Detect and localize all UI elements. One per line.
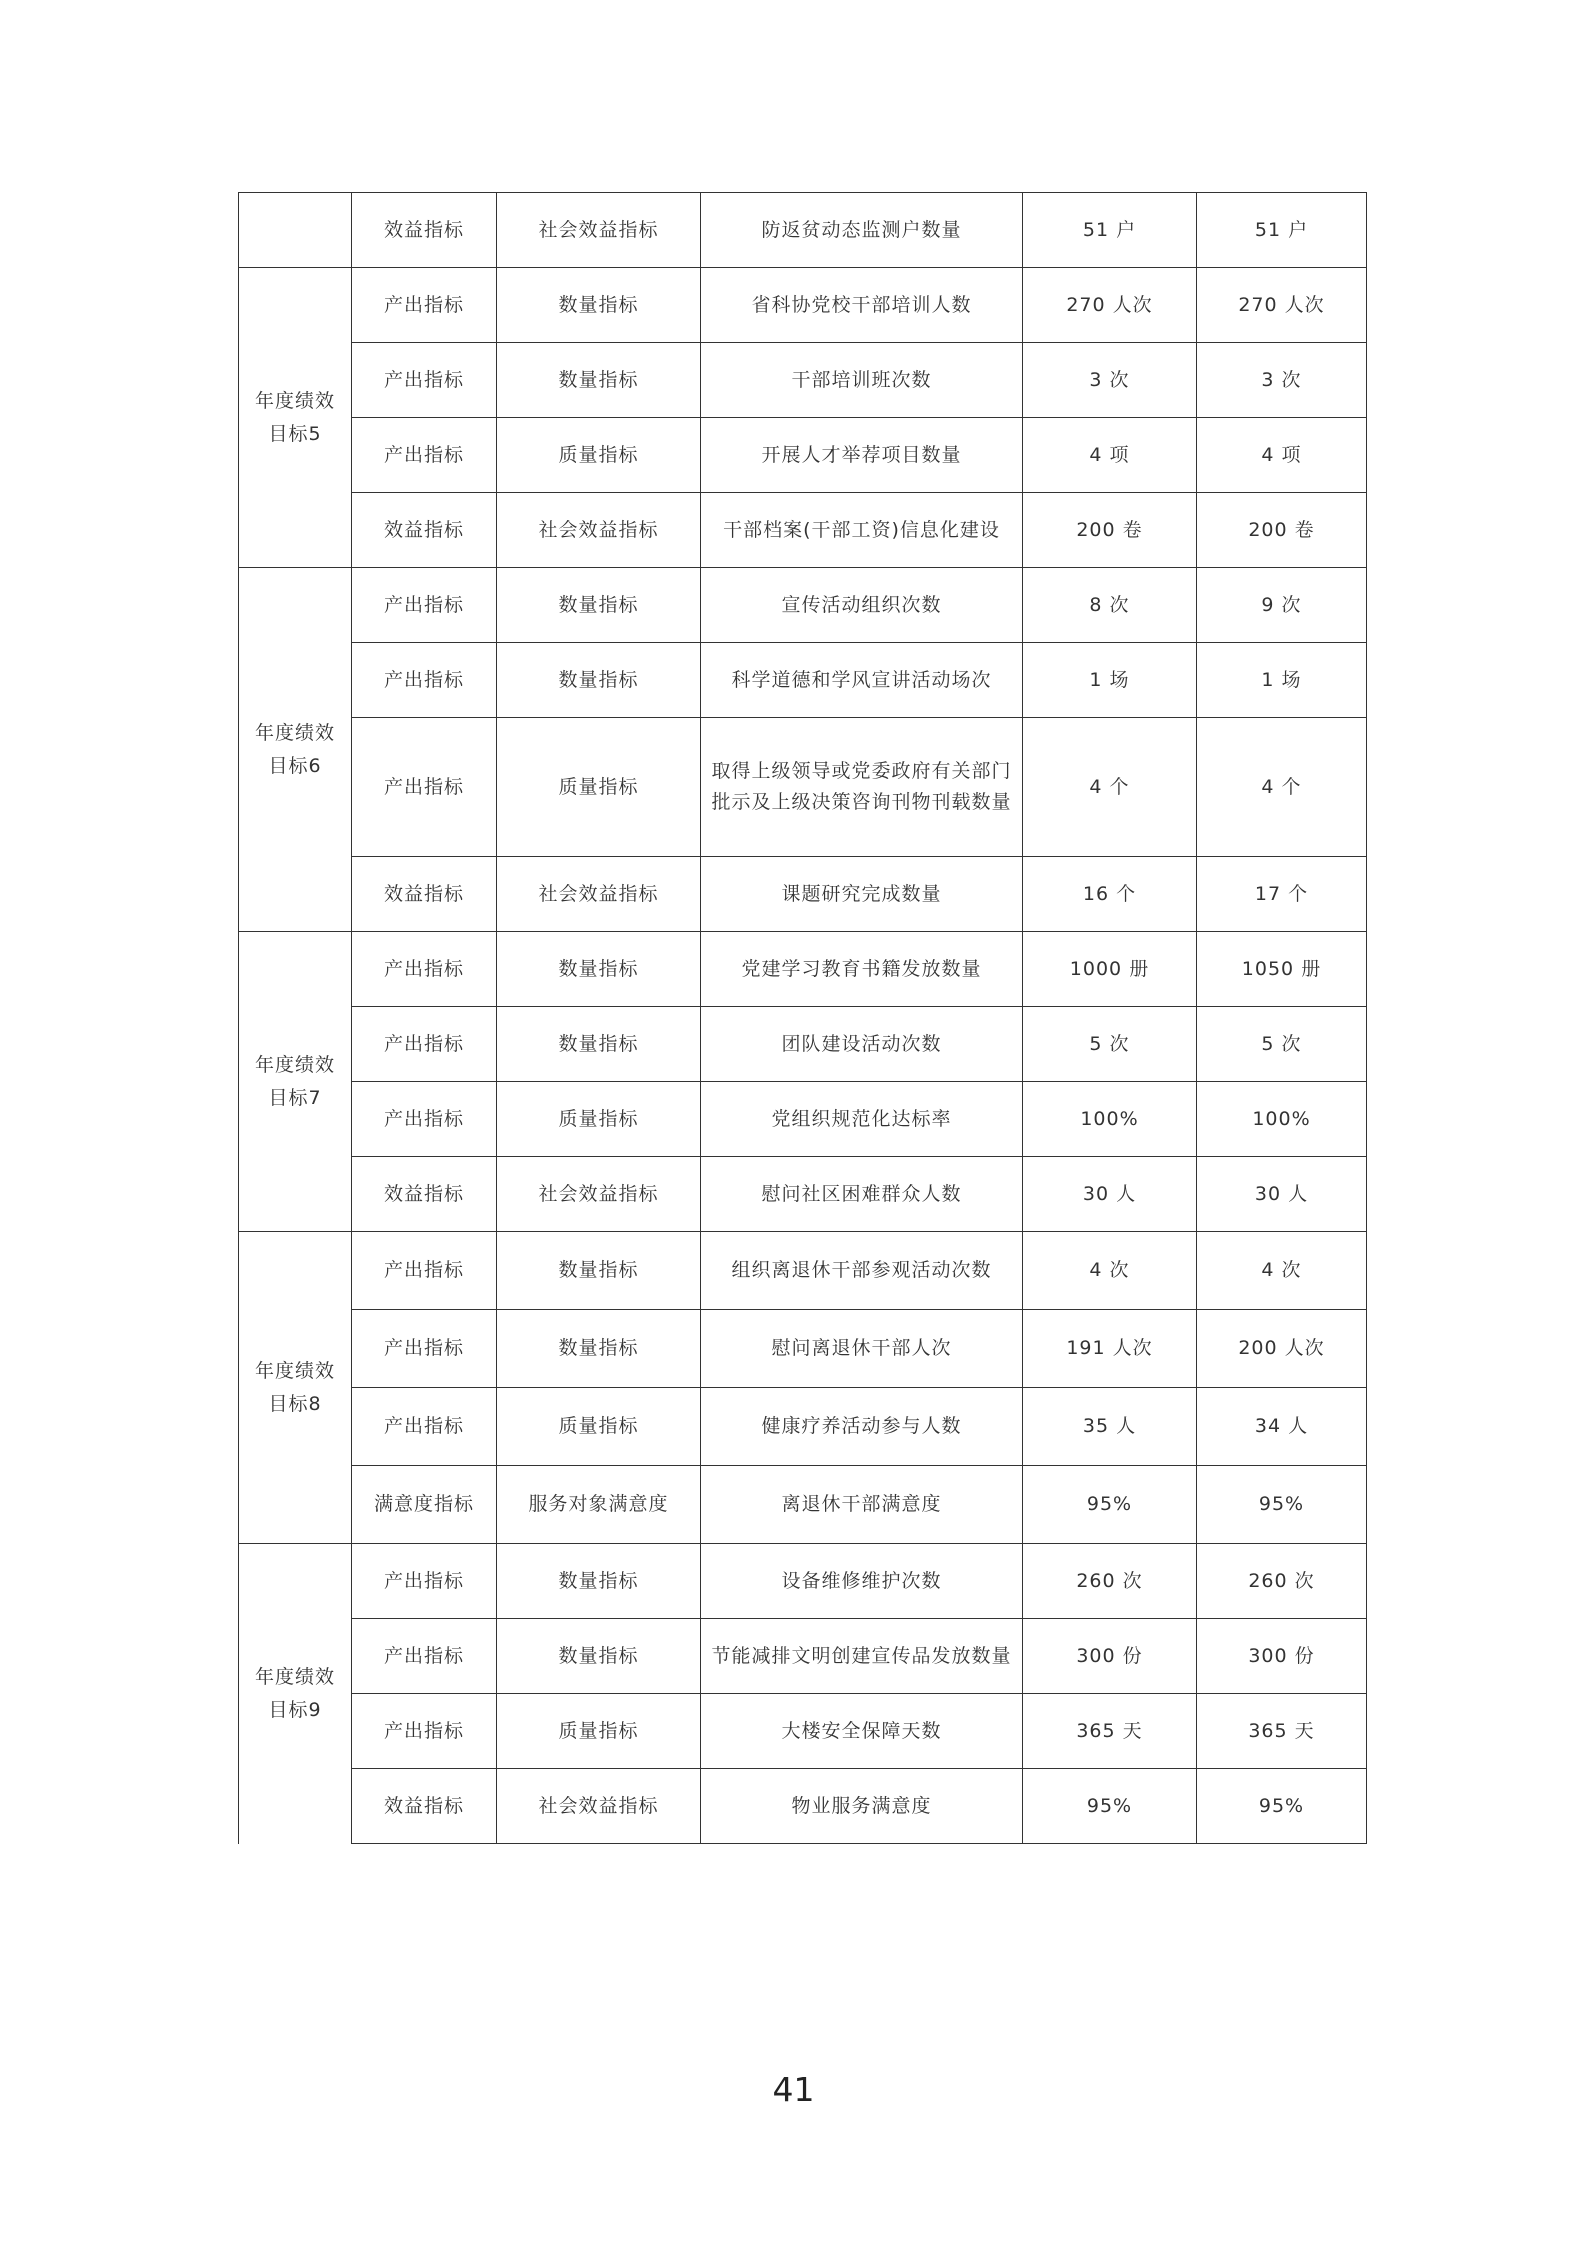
tertiary-indicator-cell: 大楼安全保障天数 (701, 1694, 1023, 1769)
tertiary-indicator-cell: 干部培训班次数 (701, 343, 1023, 418)
goal-label: 年度绩效目标8 (239, 1232, 352, 1544)
target-value-cell: 95% (1023, 1769, 1197, 1844)
actual-value-cell: 365 天 (1197, 1694, 1367, 1769)
target-value-cell: 30 人 (1023, 1157, 1197, 1232)
table-row (239, 1466, 1367, 1544)
actual-value-cell: 100% (1197, 1082, 1367, 1157)
secondary-indicator-cell: 质量指标 (497, 718, 701, 857)
table-row (239, 1619, 1367, 1694)
secondary-indicator-cell: 数量指标 (497, 1544, 701, 1619)
secondary-indicator-cell: 数量指标 (497, 932, 701, 1007)
performance-indicator-table (238, 192, 1367, 1844)
table-row (239, 1007, 1367, 1082)
primary-indicator-cell: 产出指标 (352, 1007, 497, 1082)
table-row (239, 1157, 1367, 1232)
secondary-indicator-cell: 数量指标 (497, 1619, 701, 1694)
actual-value-cell: 200 人次 (1197, 1310, 1367, 1388)
actual-value-cell: 3 次 (1197, 343, 1367, 418)
secondary-indicator-cell: 数量指标 (497, 268, 701, 343)
target-value-cell: 1000 册 (1023, 932, 1197, 1007)
target-value-cell: 4 项 (1023, 418, 1197, 493)
primary-indicator-cell: 产出指标 (352, 1388, 497, 1466)
table-row (239, 1310, 1367, 1388)
target-value-cell: 260 次 (1023, 1544, 1197, 1619)
target-value-cell: 100% (1023, 1082, 1197, 1157)
secondary-indicator-cell: 社会效益指标 (497, 1769, 701, 1844)
tertiary-indicator-cell: 慰问社区困难群众人数 (701, 1157, 1023, 1232)
primary-indicator-cell: 效益指标 (352, 193, 497, 268)
tertiary-indicator-cell: 党建学习教育书籍发放数量 (701, 932, 1023, 1007)
target-value-cell: 200 卷 (1023, 493, 1197, 568)
secondary-indicator-cell: 社会效益指标 (497, 857, 701, 932)
target-value-cell: 95% (1023, 1466, 1197, 1544)
tertiary-indicator-cell: 开展人才举荐项目数量 (701, 418, 1023, 493)
tertiary-indicator-cell: 组织离退休干部参观活动次数 (701, 1232, 1023, 1310)
table-row (239, 1082, 1367, 1157)
primary-indicator-cell: 效益指标 (352, 857, 497, 932)
actual-value-cell: 270 人次 (1197, 268, 1367, 343)
actual-value-cell: 95% (1197, 1466, 1367, 1544)
table-row (239, 193, 1367, 268)
actual-value-cell: 5 次 (1197, 1007, 1367, 1082)
primary-indicator-cell: 产出指标 (352, 1232, 497, 1310)
primary-indicator-cell: 产出指标 (352, 932, 497, 1007)
actual-value-cell: 200 卷 (1197, 493, 1367, 568)
secondary-indicator-cell: 质量指标 (497, 1694, 701, 1769)
secondary-indicator-cell: 数量指标 (497, 1232, 701, 1310)
table-row (239, 493, 1367, 568)
tertiary-indicator-cell: 物业服务满意度 (701, 1769, 1023, 1844)
table-row (239, 1388, 1367, 1466)
target-value-cell: 365 天 (1023, 1694, 1197, 1769)
secondary-indicator-cell: 数量指标 (497, 568, 701, 643)
secondary-indicator-cell: 社会效益指标 (497, 193, 701, 268)
goal-label: 年度绩效目标5 (239, 268, 352, 568)
target-value-cell: 8 次 (1023, 568, 1197, 643)
primary-indicator-cell: 产出指标 (352, 718, 497, 857)
target-value-cell: 1 场 (1023, 643, 1197, 718)
primary-indicator-cell: 产出指标 (352, 1310, 497, 1388)
tertiary-indicator-cell: 防返贫动态监测户数量 (701, 193, 1023, 268)
secondary-indicator-cell: 社会效益指标 (497, 1157, 701, 1232)
table-row (239, 418, 1367, 493)
primary-indicator-cell: 产出指标 (352, 643, 497, 718)
target-value-cell: 191 人次 (1023, 1310, 1197, 1388)
tertiary-indicator-cell: 党组织规范化达标率 (701, 1082, 1023, 1157)
target-value-cell: 35 人 (1023, 1388, 1197, 1466)
actual-value-cell: 300 份 (1197, 1619, 1367, 1694)
tertiary-indicator-cell: 离退休干部满意度 (701, 1466, 1023, 1544)
actual-value-cell: 95% (1197, 1769, 1367, 1844)
tertiary-indicator-cell: 团队建设活动次数 (701, 1007, 1023, 1082)
target-value-cell: 4 次 (1023, 1232, 1197, 1310)
table-row (239, 857, 1367, 932)
target-value-cell: 3 次 (1023, 343, 1197, 418)
tertiary-indicator-cell: 省科协党校干部培训人数 (701, 268, 1023, 343)
target-value-cell: 270 人次 (1023, 268, 1197, 343)
primary-indicator-cell: 产出指标 (352, 1619, 497, 1694)
table-row (239, 268, 1367, 343)
secondary-indicator-cell: 数量指标 (497, 643, 701, 718)
tertiary-indicator-cell: 慰问离退休干部人次 (701, 1310, 1023, 1388)
secondary-indicator-cell: 质量指标 (497, 1082, 701, 1157)
tertiary-indicator-cell: 健康疗养活动参与人数 (701, 1388, 1023, 1466)
tertiary-indicator-cell: 节能减排文明创建宣传品发放数量 (701, 1619, 1023, 1694)
target-value-cell: 4 个 (1023, 718, 1197, 857)
secondary-indicator-cell: 数量指标 (497, 1310, 701, 1388)
table-body (239, 193, 1367, 1844)
secondary-indicator-cell: 数量指标 (497, 343, 701, 418)
actual-value-cell: 1050 册 (1197, 932, 1367, 1007)
tertiary-indicator-cell: 取得上级领导或党委政府有关部门批示及上级决策咨询刊物刊载数量 (701, 718, 1023, 857)
primary-indicator-cell: 效益指标 (352, 493, 497, 568)
target-value-cell: 5 次 (1023, 1007, 1197, 1082)
actual-value-cell: 51 户 (1197, 193, 1367, 268)
secondary-indicator-cell: 数量指标 (497, 1007, 701, 1082)
table-row (239, 718, 1367, 857)
primary-indicator-cell: 产出指标 (352, 418, 497, 493)
target-value-cell: 51 户 (1023, 193, 1197, 268)
table-row (239, 1232, 1367, 1310)
actual-value-cell: 17 个 (1197, 857, 1367, 932)
actual-value-cell: 1 场 (1197, 643, 1367, 718)
primary-indicator-cell: 满意度指标 (352, 1466, 497, 1544)
actual-value-cell: 30 人 (1197, 1157, 1367, 1232)
actual-value-cell: 34 人 (1197, 1388, 1367, 1466)
secondary-indicator-cell: 社会效益指标 (497, 493, 701, 568)
secondary-indicator-cell: 质量指标 (497, 1388, 701, 1466)
secondary-indicator-cell: 质量指标 (497, 418, 701, 493)
table-row (239, 343, 1367, 418)
table-row (239, 1544, 1367, 1619)
actual-value-cell: 4 个 (1197, 718, 1367, 857)
actual-value-cell: 4 次 (1197, 1232, 1367, 1310)
target-value-cell: 300 份 (1023, 1619, 1197, 1694)
primary-indicator-cell: 效益指标 (352, 1157, 497, 1232)
primary-indicator-cell: 效益指标 (352, 1769, 497, 1844)
target-value-cell: 16 个 (1023, 857, 1197, 932)
tertiary-indicator-cell: 科学道德和学风宣讲活动场次 (701, 643, 1023, 718)
primary-indicator-cell: 产出指标 (352, 1082, 497, 1157)
primary-indicator-cell: 产出指标 (352, 1694, 497, 1769)
actual-value-cell: 260 次 (1197, 1544, 1367, 1619)
table-row (239, 568, 1367, 643)
actual-value-cell: 4 项 (1197, 418, 1367, 493)
secondary-indicator-cell: 服务对象满意度 (497, 1466, 701, 1544)
goal-cell-empty (239, 193, 352, 268)
table-row (239, 1694, 1367, 1769)
tertiary-indicator-cell: 宣传活动组织次数 (701, 568, 1023, 643)
goal-label: 年度绩效目标9 (239, 1544, 352, 1844)
goal-label: 年度绩效目标6 (239, 568, 352, 932)
goal-label: 年度绩效目标7 (239, 932, 352, 1232)
primary-indicator-cell: 产出指标 (352, 343, 497, 418)
page-number: 41 (772, 2070, 815, 2109)
primary-indicator-cell: 产出指标 (352, 1544, 497, 1619)
table-row (239, 932, 1367, 1007)
tertiary-indicator-cell: 设备维修维护次数 (701, 1544, 1023, 1619)
tertiary-indicator-cell: 干部档案(干部工资)信息化建设 (701, 493, 1023, 568)
primary-indicator-cell: 产出指标 (352, 568, 497, 643)
primary-indicator-cell: 产出指标 (352, 268, 497, 343)
table-row (239, 1769, 1367, 1844)
actual-value-cell: 9 次 (1197, 568, 1367, 643)
table-row (239, 643, 1367, 718)
tertiary-indicator-cell: 课题研究完成数量 (701, 857, 1023, 932)
